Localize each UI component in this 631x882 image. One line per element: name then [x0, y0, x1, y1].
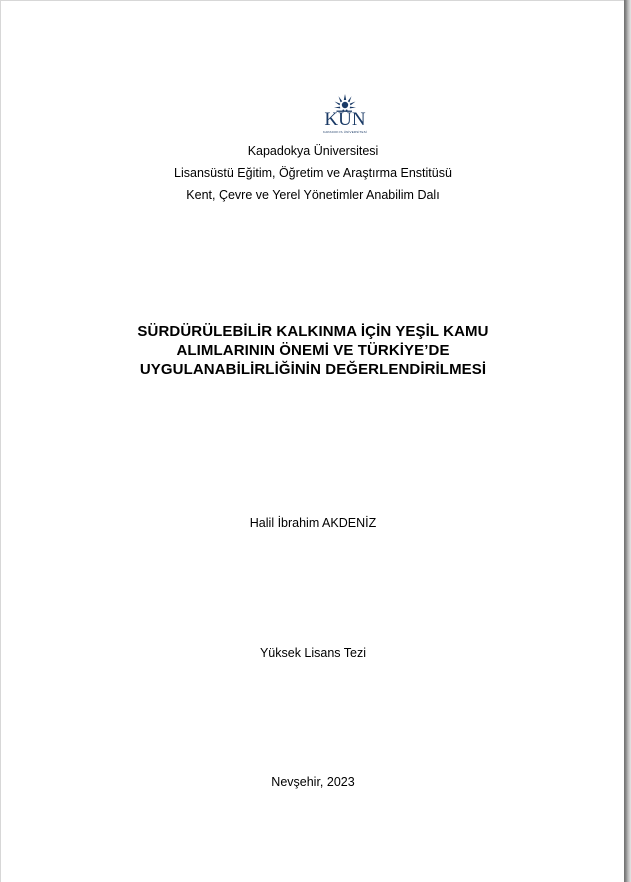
university-logo	[320, 93, 370, 139]
logo-wordmark: KÜN	[324, 109, 366, 130]
thesis-title-line-1: SÜRDÜRÜLEBİLİR KALKINMA İÇİN YEŞİL KAMU	[137, 323, 489, 340]
page-shadow	[624, 0, 631, 882]
institute-name: Lisansüstü Eğitim, Öğretim ve Araştırma Enstitüsü	[174, 166, 452, 180]
university-name: Kapadokya Üniversitesi	[247, 144, 379, 158]
logo-subtext: KAPADOKYA ÜNİVERSİTESİ	[323, 130, 367, 134]
thesis-title-line-2: ALIMLARININ ÖNEMİ VE TÜRKİYE’DE	[176, 342, 450, 359]
author-name: Halil İbrahim AKDENİZ	[249, 516, 377, 530]
thesis-title-line-3: UYGULANABİLİRLİĞİNİN DEĞERLENDİRİLMESİ	[139, 361, 487, 378]
degree-type: Yüksek Lisans Tezi	[259, 646, 367, 660]
department-name: Kent, Çevre ve Yerel Yönetimler Anabilim Dalı	[186, 188, 440, 202]
place-date: Nevşehir, 2023	[271, 775, 355, 789]
thesis-title	[1, 322, 625, 379]
